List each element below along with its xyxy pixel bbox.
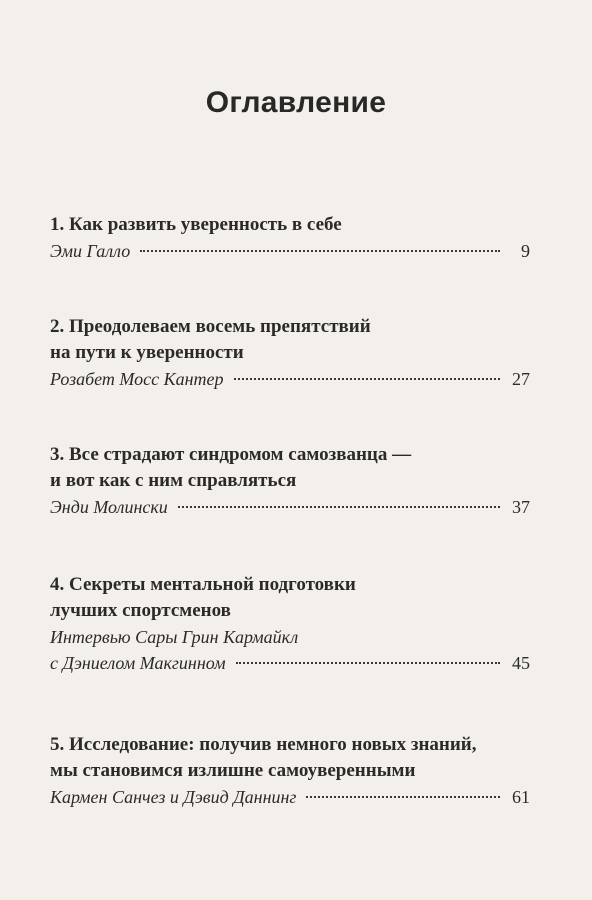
- entry-author: Эми Галло: [50, 241, 131, 261]
- entry-heading: 3. Все страдают синдромом самозванца —: [50, 444, 412, 465]
- entry-author-first-line: Интервью Сары Грин Кармайкл: [50, 627, 299, 647]
- toc-entry-4[interactable]: [50, 572, 530, 676]
- toc-entry-2[interactable]: [50, 314, 530, 392]
- entry-page-number: 61: [512, 787, 530, 807]
- entry-page-number: 45: [512, 653, 530, 673]
- entry-heading-cont: лучших спортсменов: [50, 600, 231, 621]
- entry-heading: 2. Преодолеваем восемь препятствий: [50, 316, 371, 337]
- entry-heading-cont: на пути к уверенности: [50, 342, 244, 363]
- dot-leader: [306, 796, 500, 798]
- dot-leader: [234, 378, 500, 380]
- entry-author: с Дэниелом Макгинном: [50, 653, 226, 673]
- entry-author: Энди Молински: [50, 497, 168, 517]
- entry-author-row: [50, 784, 530, 810]
- entry-page-number: 37: [512, 497, 530, 517]
- page-title: Оглавление: [205, 86, 387, 119]
- toc-entry-1[interactable]: [50, 212, 530, 264]
- entry-heading: 4. Секреты ментальной подготовки: [50, 574, 356, 595]
- entry-author-row: [50, 494, 530, 520]
- entry-author-row: [50, 650, 530, 676]
- entry-heading: 1. Как развить уверенность в себе: [50, 214, 342, 235]
- toc-entry-3[interactable]: [50, 442, 530, 520]
- entry-author: Розабет Мосс Кантер: [50, 369, 224, 389]
- entry-page-number: 27: [512, 369, 530, 389]
- toc-entry-5[interactable]: [50, 732, 530, 810]
- dot-leader: [140, 250, 500, 252]
- entry-author-row: [50, 366, 530, 392]
- entry-author-row: [50, 238, 530, 264]
- entry-heading-cont: и вот как с ним справляться: [50, 470, 297, 491]
- entry-heading-cont: мы становимся излишне самоуверенными: [50, 760, 416, 781]
- entry-author: Кармен Санчез и Дэвид Даннинг: [50, 787, 297, 807]
- dot-leader: [178, 506, 500, 508]
- dot-leader: [236, 662, 500, 664]
- entry-heading: 5. Исследование: получив немного новых знаний,: [50, 734, 477, 755]
- entry-page-number: 9: [521, 241, 530, 261]
